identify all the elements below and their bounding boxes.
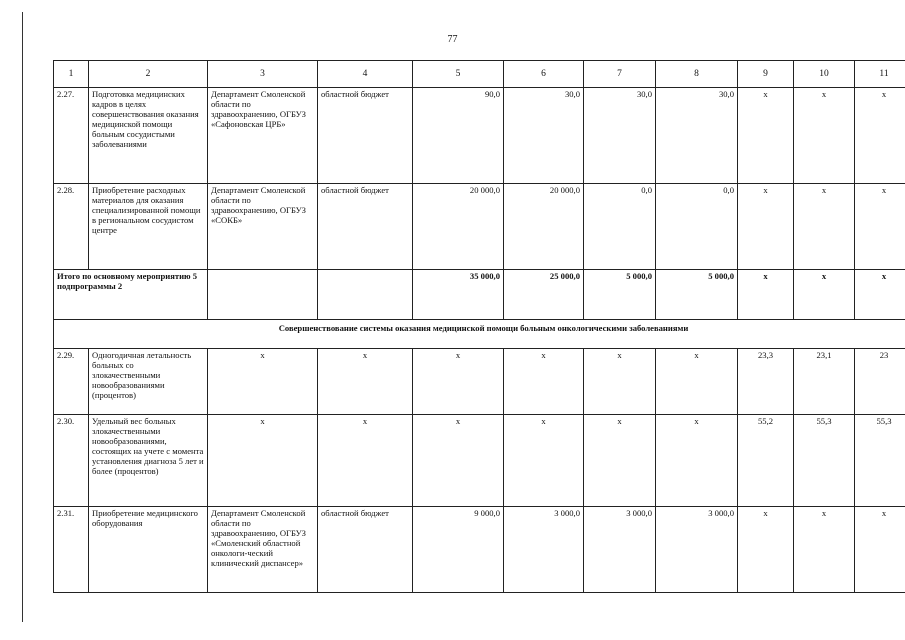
total-value: 25 000,0	[504, 270, 584, 320]
cell-value: х	[794, 184, 855, 270]
cell-value: 55,3	[855, 415, 905, 507]
cell-value: 3 000,0	[584, 507, 656, 593]
column-header: 3	[208, 61, 318, 88]
column-header: 1	[54, 61, 89, 88]
cell-value: 0,0	[656, 184, 738, 270]
column-header: 6	[504, 61, 584, 88]
column-header: 10	[794, 61, 855, 88]
cell-value: х	[738, 507, 794, 593]
row-index: 2.28.	[54, 184, 89, 270]
table-row	[54, 507, 905, 593]
cell-value: х	[656, 415, 738, 507]
cell-value: х	[504, 349, 584, 415]
cell-value: х	[855, 507, 905, 593]
total-value: х	[794, 270, 855, 320]
cell-value: х	[738, 88, 794, 184]
total-value: 35 000,0	[413, 270, 504, 320]
cell-value: х	[504, 415, 584, 507]
table-row	[54, 415, 905, 507]
row-source: х	[318, 415, 413, 507]
cell-value: 0,0	[584, 184, 656, 270]
cell-value: 23	[855, 349, 905, 415]
cell-value: х	[855, 88, 905, 184]
budget-table	[53, 60, 905, 593]
row-name: Удельный вес больных злокачественными новообразованиями, состоящих на учете с момента установления диагноза 5 лет и более (процентов)	[89, 415, 208, 507]
row-executor: Департамент Смоленской области по здравоохранению, ОГБУЗ «СОКБ»	[208, 184, 318, 270]
cell-value: 55,3	[794, 415, 855, 507]
row-name: Приобретение расходных материалов для оказания специализированной помощи в региональном сосудистом центре	[89, 184, 208, 270]
column-header: 2	[89, 61, 208, 88]
column-header: 5	[413, 61, 504, 88]
column-header: 11	[855, 61, 905, 88]
cell-value: 30,0	[504, 88, 584, 184]
empty-cell	[208, 270, 318, 320]
row-index: 2.27.	[54, 88, 89, 184]
table-header-row	[54, 61, 905, 88]
margin-rule	[22, 12, 23, 622]
row-executor: х	[208, 415, 318, 507]
cell-value: х	[413, 349, 504, 415]
row-source: областной бюджет	[318, 507, 413, 593]
cell-value: 30,0	[584, 88, 656, 184]
row-source: областной бюджет	[318, 88, 413, 184]
table-row	[54, 88, 905, 184]
table-row	[54, 349, 905, 415]
total-value: 5 000,0	[656, 270, 738, 320]
total-value: х	[855, 270, 905, 320]
table-row	[54, 184, 905, 270]
page-number: 77	[447, 34, 458, 45]
cell-value: 9 000,0	[413, 507, 504, 593]
section-title: Совершенствование системы оказания медицинской помощи больным онкологическими заболеваниями	[54, 320, 905, 349]
cell-value: х	[738, 184, 794, 270]
section-title-row	[54, 320, 905, 349]
column-header: 4	[318, 61, 413, 88]
cell-value: х	[584, 415, 656, 507]
total-row	[54, 270, 905, 320]
cell-value: 30,0	[656, 88, 738, 184]
cell-value: х	[794, 88, 855, 184]
cell-value: 3 000,0	[504, 507, 584, 593]
empty-cell	[318, 270, 413, 320]
column-header: 8	[656, 61, 738, 88]
cell-value: х	[656, 349, 738, 415]
row-index: 2.30.	[54, 415, 89, 507]
total-label: Итого по основному мероприятию 5 подпрограммы 2	[54, 270, 208, 320]
cell-value: х	[794, 507, 855, 593]
cell-value: 3 000,0	[656, 507, 738, 593]
total-value: х	[738, 270, 794, 320]
cell-value: 20 000,0	[504, 184, 584, 270]
row-executor: Департамент Смоленской области по здравоохранению, ОГБУЗ «Смоленский областной онкологи-ческий клинический диспансер»	[208, 507, 318, 593]
row-index: 2.31.	[54, 507, 89, 593]
cell-value: 23,1	[794, 349, 855, 415]
cell-value: 90,0	[413, 88, 504, 184]
row-executor: Департамент Смоленской области по здравоохранению, ОГБУЗ «Сафоновская ЦРБ»	[208, 88, 318, 184]
cell-value: х	[413, 415, 504, 507]
row-source: областной бюджет	[318, 184, 413, 270]
column-header: 9	[738, 61, 794, 88]
row-source: х	[318, 349, 413, 415]
row-name: Одногодичная летальность больных со злокачественными новообразованиями (процентов)	[89, 349, 208, 415]
row-name: Приобретение медицинского оборудования	[89, 507, 208, 593]
cell-value: 23,3	[738, 349, 794, 415]
cell-value: х	[584, 349, 656, 415]
row-index: 2.29.	[54, 349, 89, 415]
total-value: 5 000,0	[584, 270, 656, 320]
cell-value: 20 000,0	[413, 184, 504, 270]
row-executor: х	[208, 349, 318, 415]
cell-value: х	[855, 184, 905, 270]
row-name: Подготовка медицинских кадров в целях совершенствования оказания медицинской помощи больным сосудистыми заболеваниями	[89, 88, 208, 184]
column-header: 7	[584, 61, 656, 88]
cell-value: 55,2	[738, 415, 794, 507]
